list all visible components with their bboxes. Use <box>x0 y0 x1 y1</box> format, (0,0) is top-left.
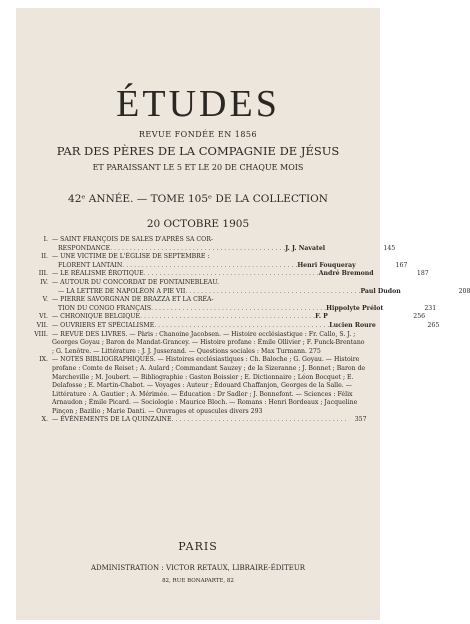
journal-cover <box>16 8 470 620</box>
issue-date: 20 OCTOBRE 1905 <box>146 218 250 230</box>
toc-entry-events: X. — ÉVÉNEMENTS DE LA QUINZAINE . . . 357 <box>30 416 366 425</box>
society-line: PAR DES PÈRES DE LA COMPAGNIE DE JÉSUS <box>56 144 340 158</box>
toc-entry: VI. — CHRONIQUE BELGIQUE . . . F. P 256 <box>30 313 366 322</box>
tome-line: 42ᵉ ANNÉE. — TOME 105ᵉ DE LA COLLECTION <box>68 193 328 205</box>
toc-entry: V. — PIERRE SAVORGNAN DE BRAZZA ET LA CRÉA- TION DU CONGO FRANÇAIS . . . Hippolyte Prélot 231 <box>30 296 366 313</box>
toc-entry-notes: IX. — NOTES BIBLIOGRAPHIQUES. — Histoires ecclésiastiques : Ch. Baloche ; G. Goyau. — Histoire profane : Comte de Reiset ; A. Aulard ; Commandant Sauzey ; de la Sizeranne ; J. Bonnet ; Baron de Marcheville ; M. Joubert. — Bibliographie : Gaston Boissier ; E. Dictionnaire ; Léon Bocquet ; E. Delafosse ; E. Martin-Chabot. — Voyages : Auteur ; Édouard Chaffanjon, Georges de la Salle. — Littérature : A. Gautier ; A. Mérimée. — Éducation : Dr Sadler ; J. Bonnefont. — Sciences : Félix Arnaudon ; Émile Picard. — Sociologie : Maurice Bloch. — Romans : Henri Bordeaux ; Jacqueline Pinçon ; Bazilio ; Marie Danti. — Ouvrages et opuscules divers 293 <box>39 356 366 415</box>
toc-entry: VII. — OUVRIERS ET SPÉCIALISME . . . Lucien Roure 265 <box>30 322 366 331</box>
toc-entry-reviews: VIII. — REVUE DES LIVRES. — Pàris : Chanoine Jacobsen. — Histoire ecclésiastique : Fr. Callo, S. J. ; Georges Goyau ; Baron de Mandat-Grancey. — Histoire profane : Émile Ollivier ; F. Funck-Brentano ; G. Lenôtre. — Littérature : J. J. Jusserand. — Questions sociales : Max Turmann. 275 <box>34 330 365 355</box>
publisher-address: 82, RUE BONAPARTE, 82 <box>162 578 234 584</box>
publisher-city: PARIS <box>178 540 218 553</box>
publisher-line: ADMINISTRATION : VICTOR RETAUX, LIBRAIRE-ÉDITEUR <box>90 564 306 572</box>
toc-entry: IV. — AUTOUR DU CONCORDAT DE FONTAINEBLEAU. — LA LETTRE DE NAPOLÉON A PIE VII . . . Paul Dudon 208 <box>30 279 366 296</box>
toc-entry: III. — LE RÉALISME ÉROTIQUE . . . André Bremond 187 <box>30 270 366 279</box>
toc-entry: I. — SAINT FRANÇOIS DE SALES D'APRÈS SA COR- RESPONDANCE . . . J. J. Navatel 145 <box>30 236 366 253</box>
table-of-contents <box>30 236 470 425</box>
toc-entry: II. — UNE VICTIME DE L'ÉGLISE DE SEPTEMBRE : FLORENT LANTAIN . . . Henri Fouqueray 167 <box>30 253 366 270</box>
journal-title: ÉTUDES <box>116 83 280 125</box>
journal-subtitle: REVUE FONDÉE EN 1856 <box>138 130 258 139</box>
frequency-line: ET PARAISSANT LE 5 ET LE 20 DE CHAQUE MOIS <box>92 163 304 172</box>
